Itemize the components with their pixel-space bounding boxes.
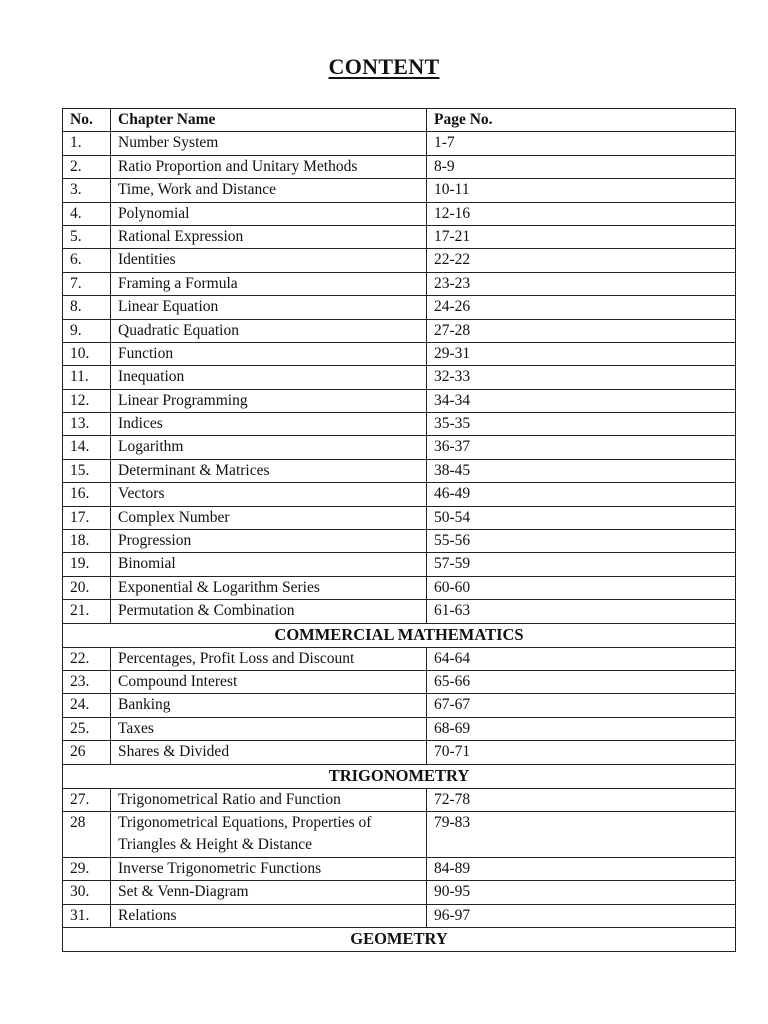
chapter-number: 29.: [63, 857, 111, 880]
chapter-number: 31.: [63, 904, 111, 927]
chapter-name: Rational Expression: [111, 225, 427, 248]
chapter-number: 9.: [63, 319, 111, 342]
page-range: 17-21: [427, 225, 736, 248]
chapter-name: Function: [111, 342, 427, 365]
chapter-number: 5.: [63, 225, 111, 248]
chapter-name: Indices: [111, 413, 427, 436]
page-range: 35-35: [427, 413, 736, 436]
table-row: [63, 225, 736, 248]
chapter-name: Binomial: [111, 553, 427, 576]
chapter-number: 17.: [63, 506, 111, 529]
chapter-name: Banking: [111, 694, 427, 717]
table-row: [63, 530, 736, 553]
page-range: 67-67: [427, 694, 736, 717]
table-row: [63, 296, 736, 319]
header-page-no: Page No.: [427, 109, 736, 132]
chapter-number: 19.: [63, 553, 111, 576]
chapter-number: 4.: [63, 202, 111, 225]
contents-table: [62, 108, 736, 952]
page-range: 1-7: [427, 132, 736, 155]
chapter-number: 28: [63, 811, 111, 857]
chapter-name: Linear Equation: [111, 296, 427, 319]
page-range: 55-56: [427, 530, 736, 553]
table-row: [63, 600, 736, 623]
chapter-name: Trigonometrical Ratio and Function: [111, 788, 427, 811]
page-range: 12-16: [427, 202, 736, 225]
chapter-name: Inequation: [111, 366, 427, 389]
page-range: 79-83: [427, 811, 736, 857]
chapter-number: 18.: [63, 530, 111, 553]
table-row: [63, 389, 736, 412]
table-row: [63, 717, 736, 740]
page-range: 90-95: [427, 881, 736, 904]
table-row: [63, 694, 736, 717]
table-row: [63, 132, 736, 155]
chapter-number: 30.: [63, 881, 111, 904]
table-row: [63, 249, 736, 272]
header-row: [63, 109, 736, 132]
chapter-number: 6.: [63, 249, 111, 272]
table-row: [63, 670, 736, 693]
chapter-name: Percentages, Profit Loss and Discount: [111, 647, 427, 670]
table-row: [63, 788, 736, 811]
chapter-name: Quadratic Equation: [111, 319, 427, 342]
chapter-number: 11.: [63, 366, 111, 389]
table-row: [63, 857, 736, 880]
page-range: 36-37: [427, 436, 736, 459]
chapter-name: Framing a Formula: [111, 272, 427, 295]
page-range: 84-89: [427, 857, 736, 880]
chapter-number: 24.: [63, 694, 111, 717]
chapter-number: 10.: [63, 342, 111, 365]
page-range: 32-33: [427, 366, 736, 389]
chapter-name: Polynomial: [111, 202, 427, 225]
chapter-name: Set & Venn-Diagram: [111, 881, 427, 904]
page-range: 34-34: [427, 389, 736, 412]
chapter-number: 12.: [63, 389, 111, 412]
chapter-name: Logarithm: [111, 436, 427, 459]
chapter-name: Progression: [111, 530, 427, 553]
chapter-name: Vectors: [111, 483, 427, 506]
page-range: 60-60: [427, 576, 736, 599]
page-range: 72-78: [427, 788, 736, 811]
page-range: 65-66: [427, 670, 736, 693]
page-range: 46-49: [427, 483, 736, 506]
chapter-name: Complex Number: [111, 506, 427, 529]
table-row: [63, 647, 736, 670]
contents-body: [63, 132, 736, 952]
page-range: 61-63: [427, 600, 736, 623]
page-range: 10-11: [427, 179, 736, 202]
chapter-number: 3.: [63, 179, 111, 202]
chapter-number: 16.: [63, 483, 111, 506]
table-row: [63, 319, 736, 342]
chapter-name: Time, Work and Distance: [111, 179, 427, 202]
chapter-number: 8.: [63, 296, 111, 319]
chapter-name: Permutation & Combination: [111, 600, 427, 623]
chapter-number: 27.: [63, 788, 111, 811]
section-heading-row: [63, 623, 736, 647]
page-title: CONTENT: [328, 54, 440, 79]
chapter-name: Identities: [111, 249, 427, 272]
page-range: 50-54: [427, 506, 736, 529]
page-range: 38-45: [427, 459, 736, 482]
chapter-name: Linear Programming: [111, 389, 427, 412]
table-row: [63, 179, 736, 202]
chapter-name: Compound Interest: [111, 670, 427, 693]
page-range: 22-22: [427, 249, 736, 272]
page-range: 29-31: [427, 342, 736, 365]
section-heading-row: [63, 764, 736, 788]
chapter-name: Ratio Proportion and Unitary Methods: [111, 155, 427, 178]
section-heading-row: [63, 928, 736, 952]
table-row: [63, 342, 736, 365]
table-row: [63, 576, 736, 599]
table-row: [63, 506, 736, 529]
table-row: [63, 202, 736, 225]
chapter-number: 22.: [63, 647, 111, 670]
chapter-number: 15.: [63, 459, 111, 482]
chapter-name: Number System: [111, 132, 427, 155]
chapter-name: Inverse Trigonometric Functions: [111, 857, 427, 880]
page-range: 23-23: [427, 272, 736, 295]
table-row: [63, 553, 736, 576]
table-row: [63, 366, 736, 389]
section-heading: GEOMETRY: [63, 928, 736, 952]
table-row: [63, 272, 736, 295]
chapter-name: Determinant & Matrices: [111, 459, 427, 482]
chapter-number: 14.: [63, 436, 111, 459]
page-range: 68-69: [427, 717, 736, 740]
chapter-number: 7.: [63, 272, 111, 295]
table-row: [63, 881, 736, 904]
table-row: [63, 811, 736, 857]
chapter-number: 23.: [63, 670, 111, 693]
chapter-name: Exponential & Logarithm Series: [111, 576, 427, 599]
table-row: [63, 741, 736, 764]
chapter-number: 2.: [63, 155, 111, 178]
table-row: [63, 413, 736, 436]
chapter-name: Shares & Divided: [111, 741, 427, 764]
header-chapter-name: Chapter Name: [111, 109, 427, 132]
table-row: [63, 904, 736, 927]
table-row: [63, 483, 736, 506]
header-no: No.: [63, 109, 111, 132]
page-range: 64-64: [427, 647, 736, 670]
chapter-number: 20.: [63, 576, 111, 599]
page-range: 70-71: [427, 741, 736, 764]
page-range: 8-9: [427, 155, 736, 178]
section-heading: COMMERCIAL MATHEMATICS: [63, 623, 736, 647]
page-range: 27-28: [427, 319, 736, 342]
section-heading: TRIGONOMETRY: [63, 764, 736, 788]
chapter-number: 26: [63, 741, 111, 764]
chapter-number: 13.: [63, 413, 111, 436]
chapter-number: 21.: [63, 600, 111, 623]
table-row: [63, 459, 736, 482]
page-range: 24-26: [427, 296, 736, 319]
chapter-name: Relations: [111, 904, 427, 927]
table-row: [63, 155, 736, 178]
page-range: 96-97: [427, 904, 736, 927]
page-range: 57-59: [427, 553, 736, 576]
table-row: [63, 436, 736, 459]
chapter-number: 1.: [63, 132, 111, 155]
chapter-name: Taxes: [111, 717, 427, 740]
chapter-number: 25.: [63, 717, 111, 740]
chapter-name: Trigonometrical Equations, Properties of Triangles & Height & Distance: [111, 811, 427, 857]
